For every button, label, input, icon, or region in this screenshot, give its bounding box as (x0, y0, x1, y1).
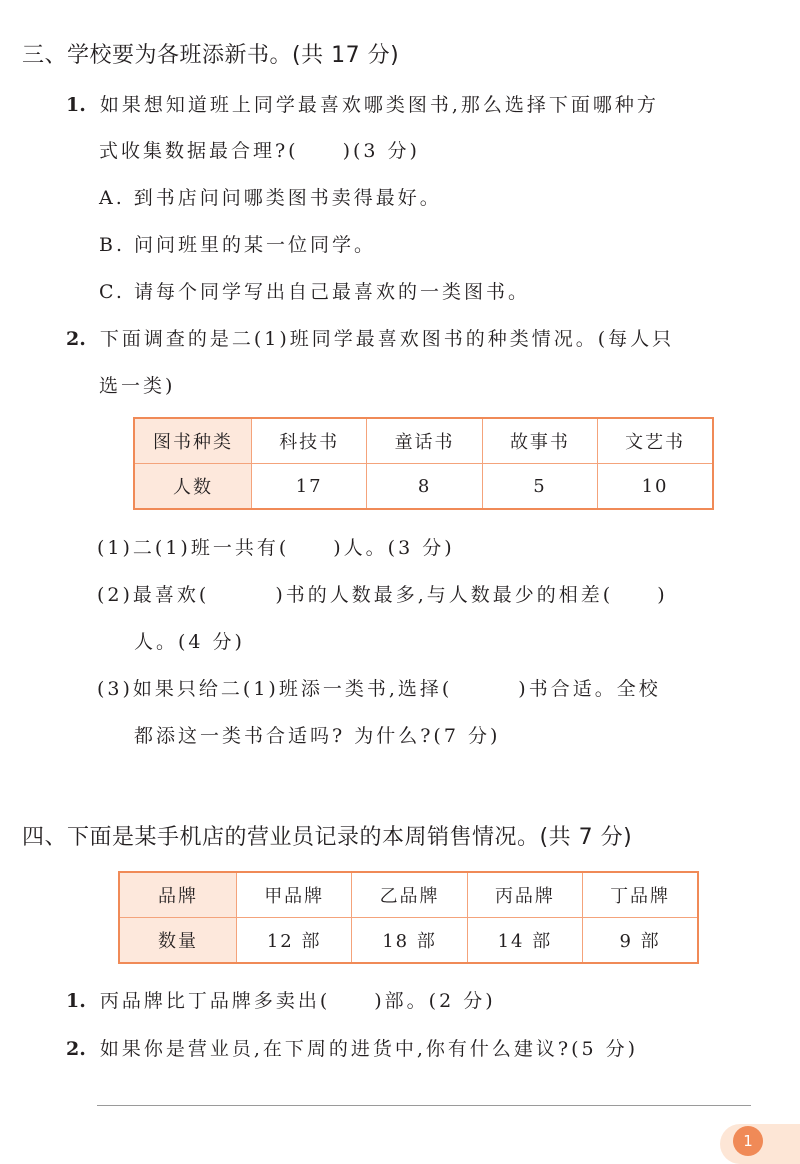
book-type-table (133, 417, 714, 510)
option-b: B. 问问班里的某一位同学。 (99, 234, 377, 256)
table-cell: 18 部 (352, 918, 467, 964)
table-row (119, 872, 698, 918)
question-number: 1. (66, 990, 86, 1012)
table-cell: 9 部 (583, 918, 698, 964)
question-2-line1: 下面调查的是二(1)班同学最喜欢图书的种类情况。(每人只 (99, 328, 675, 350)
page-number: 1 (733, 1126, 763, 1156)
table-cell: 8 (367, 464, 482, 510)
table-cell: 17 (252, 464, 367, 510)
table-cell: 5 (482, 464, 597, 510)
sub-question-2-line2: 人。(4 分) (134, 631, 245, 653)
question-number: 2. (66, 1038, 86, 1060)
question-2-number: 2. (66, 328, 86, 350)
question-1-line1: 如果想知道班上同学最喜欢哪类图书,那么选择下面哪种方 (99, 94, 659, 116)
table-cell: 文艺书 (598, 418, 713, 464)
question-text: 如果你是营业员,在下周的进货中,你有什么建议?(5 分) (99, 1038, 639, 1060)
section-4-question-1 (66, 986, 496, 1013)
table-cell: 甲品牌 (237, 872, 352, 918)
question-1 (66, 90, 659, 117)
section-4-question-2 (66, 1034, 638, 1061)
table-cell: 童话书 (367, 418, 482, 464)
option-c: C. 请每个同学写出自己最喜欢的一类图书。 (99, 281, 530, 303)
question-2 (66, 324, 674, 351)
question-1-line2: 式收集数据最合理?( )(3 分) (99, 140, 420, 162)
table-cell: 故事书 (482, 418, 597, 464)
footer-divider (97, 1105, 751, 1106)
table-cell: 数量 (119, 918, 237, 964)
table-cell: 14 部 (467, 918, 582, 964)
table-cell: 10 (598, 464, 713, 510)
option-a: A. 到书店问问哪类图书卖得最好。 (99, 187, 442, 209)
table-cell: 科技书 (252, 418, 367, 464)
table-row (134, 464, 713, 510)
table-row (119, 918, 698, 964)
table-cell: 丙品牌 (467, 872, 582, 918)
table-cell: 丁品牌 (583, 872, 698, 918)
table-cell: 品牌 (119, 872, 237, 918)
phone-sales-table (118, 871, 699, 964)
sub-question-1: (1)二(1)班一共有( )人。(3 分) (97, 537, 455, 559)
table-cell: 图书种类 (134, 418, 252, 464)
sub-question-3-line2: 都添这一类书合适吗? 为什么?(7 分) (134, 725, 501, 747)
table-row (134, 418, 713, 464)
sub-question-2-line1: (2)最喜欢( )书的人数最多,与人数最少的相差( ) (97, 584, 668, 606)
sub-question-3-line1: (3)如果只给二(1)班添一类书,选择( )书合适。全校 (97, 678, 661, 700)
question-2-line2: 选一类) (99, 375, 176, 397)
question-1-number: 1. (66, 94, 86, 116)
table-cell: 乙品牌 (352, 872, 467, 918)
table-cell: 12 部 (237, 918, 352, 964)
table-cell: 人数 (134, 464, 252, 510)
section-3-title: 三、学校要为各班添新书。(共 17 分) (22, 43, 400, 68)
section-4-title: 四、下面是某手机店的营业员记录的本周销售情况。(共 7 分) (22, 825, 633, 850)
question-text: 丙品牌比丁品牌多卖出( )部。(2 分) (99, 990, 496, 1012)
